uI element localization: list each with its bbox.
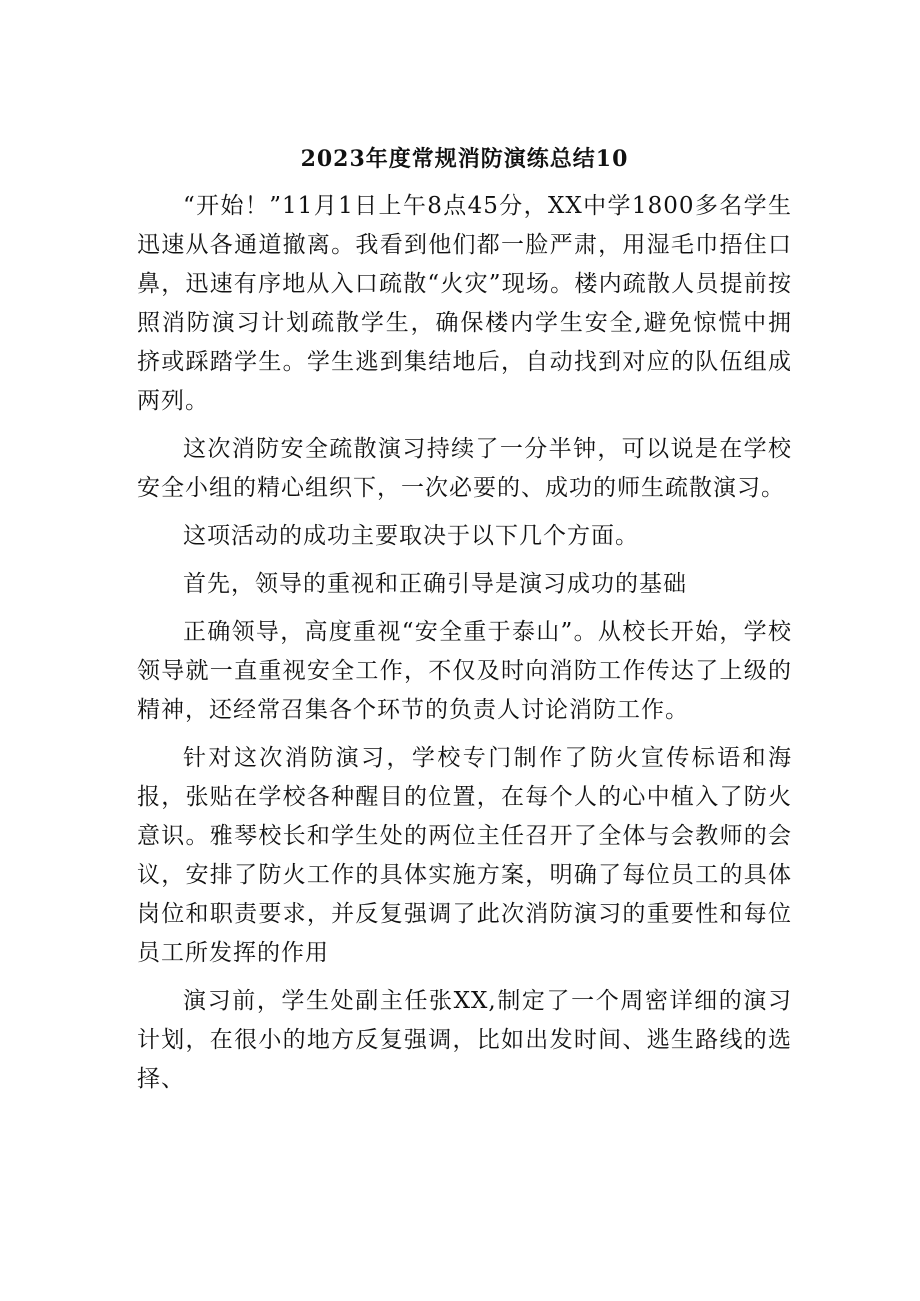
paragraph-6: 针对这次消防演习，学校专门制作了防火宣传标语和海报，张贴在学校各种醒目的位置，在每个人的心中植入了防火意识。雅琴校长和学生处的两位主任召开了全体与会教师的会议，安排了防火工作的具体实施方案，明确了每位员工的具体岗位和职责要求，并反复强调了此次消防演习的重要性和每位员工所发挥的作用 — [137, 745, 792, 966]
document-title: 2023年度常规消防演练总结10 — [300, 146, 629, 172]
paragraph-2: 这次消防安全疏散演习持续了一分半钟，可以说是在学校安全小组的精心组织下，一次必要的、成功的师生疏散演习。 — [137, 436, 792, 501]
paragraph-5: 正确领导，高度重视“安全重于泰山”。从校长开始，学校领导就一直重视安全工作，不仅及时向消防工作传达了上级的精神，还经常召集各个环节的负责人讨论消防工作。 — [137, 619, 792, 723]
paragraph-1: “开始！”11月1日上午8点45分，XX中学1800多名学生迅速从各通道撤离。我看到他们都一脸严肃，用湿毛巾捂住口鼻，迅速有序地从入口疏散“火灾”现场。楼内疏散人员提前按照消防演习计划疏散学生，确保楼内学生安全,避免惊慌中拥挤或踩踏学生。学生逃到集结地后，自动找到对应的队伍组成两列。 — [137, 193, 792, 414]
paragraph-4: 首先，领导的重视和正确引导是演习成功的基础 — [183, 571, 687, 597]
paragraph-7: 演习前，学生处副主任张XX,制定了一个周密详细的演习计划，在很小的地方反复强调，比如出发时间、逃生路线的选择、 — [137, 988, 792, 1092]
paragraph-3: 这项活动的成功主要取决于以下几个方面。 — [183, 523, 639, 549]
